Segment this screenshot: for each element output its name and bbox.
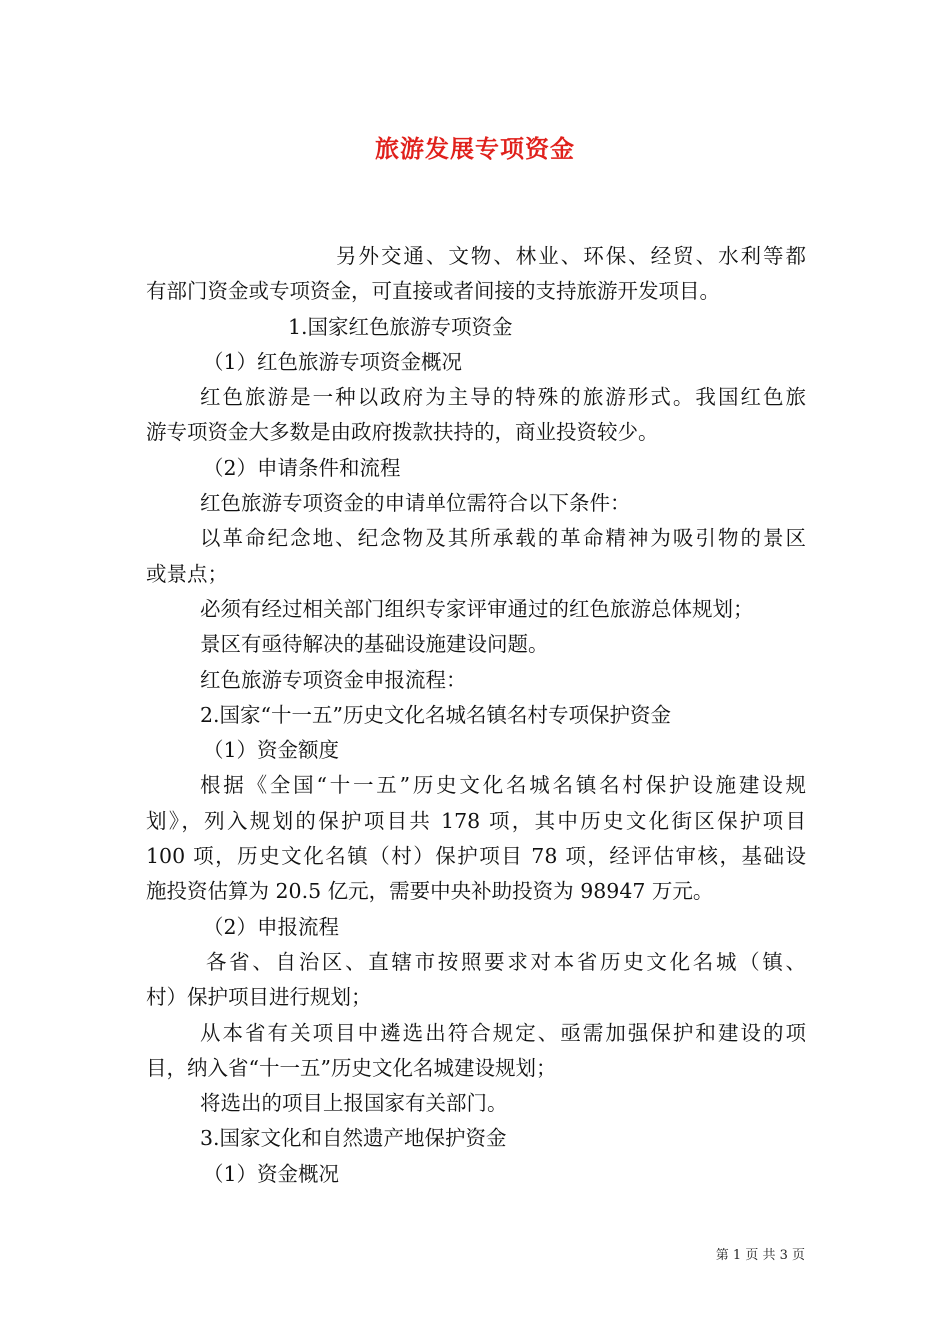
section-heading: 1.国家红色旅游专项资金	[288, 314, 513, 339]
paragraph-line: 100 项，历史文化名镇（村）保护项目 78 项，经评估审核，基础设	[146, 844, 806, 869]
document-title: 旅游发展专项资金	[375, 134, 575, 163]
paragraph-line: 红色旅游是一种以政府为主导的特殊的旅游形式。我国红色旅	[200, 385, 806, 410]
subsection-heading: （1）资金概况	[203, 1161, 340, 1186]
section-heading: 3.国家文化和自然遗产地保护资金	[200, 1126, 507, 1151]
subsection-heading: （2）申请条件和流程	[203, 455, 401, 480]
paragraph-line: 游专项资金大多数是由政府拨款扶持的，商业投资较少。	[146, 420, 659, 445]
paragraph-line: 另外交通、文物、林业、环保、经贸、水利等都	[336, 244, 806, 268]
paragraph-line: 有部门资金或专项资金，可直接或者间接的支持旅游开发项目。	[146, 279, 720, 304]
paragraph-line: 或景点；	[146, 561, 228, 586]
paragraph-line: 红色旅游专项资金申报流程：	[200, 667, 467, 692]
paragraph-line: 目，纳入省“十一五”历史文化名城建设规划；	[146, 1055, 557, 1080]
paragraph-line: 村）保护项目进行规划；	[146, 985, 372, 1010]
paragraph-line: 划》，列入规划的保护项目共 178 项，其中历史文化街区保护项目	[146, 808, 806, 833]
paragraph-line: 红色旅游专项资金的申请单位需符合以下条件：	[200, 491, 631, 516]
paragraph-line: 从本省有关项目中遴选出符合规定、亟需加强保护和建设的项	[200, 1020, 806, 1045]
paragraph-line: 各省、自治区、直辖市按照要求对本省历史文化名城（镇、	[206, 949, 806, 974]
document-body	[146, 239, 806, 1192]
section-heading: 2.国家“十一五”历史文化名城名镇名村专项保护资金	[200, 702, 672, 727]
subsection-heading: （1）红色旅游专项资金概况	[203, 349, 463, 374]
paragraph-line: 施投资估算为 20.5 亿元，需要中央补助投资为 98947 万元。	[146, 879, 714, 904]
page-number: 第 1 页 共 3 页	[715, 1248, 805, 1263]
subsection-heading: （2）申报流程	[203, 914, 340, 939]
subsection-heading: （1）资金额度	[203, 738, 340, 763]
paragraph-line: 以革命纪念地、纪念物及其所承载的革命精神为吸引物的景区	[200, 526, 806, 551]
paragraph-line: 景区有亟待解决的基础设施建设问题。	[200, 632, 549, 657]
paragraph-line: 根据《全国“十一五”历史文化名城名镇名村保护设施建设规	[200, 773, 806, 798]
paragraph-line: 必须有经过相关部门组织专家评审通过的红色旅游总体规划；	[200, 596, 754, 621]
paragraph-line: 将选出的项目上报国家有关部门。	[200, 1091, 508, 1116]
